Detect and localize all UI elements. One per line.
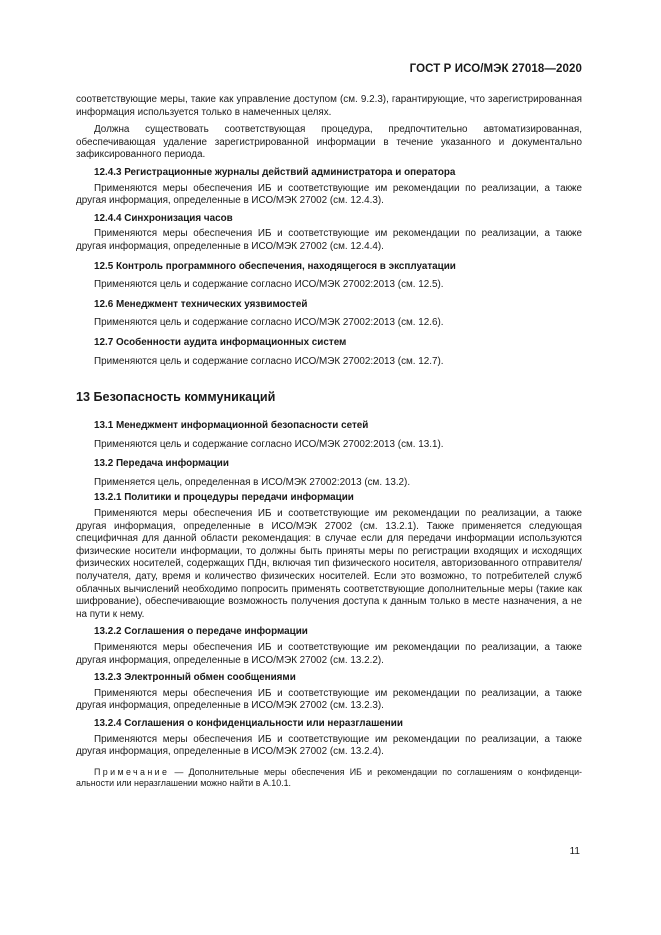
paragraph: Применяются цель и содержание согласно ИСО/МЭК 27002:2013 (см. 12.5). [94,279,444,291]
paragraph: Применяются меры обеспечения ИБ и соответствующие им рекомендации по реализации, а также другая информация, определенные в ИСО/МЭК 27002 (см. 13.2.1). Также применяется следующая специфичная для данной области рекомендация: в случае если для передачи информации используются физические носители информации, то должны быть приняты меры по регистрации входящих и исходящих физических носителей, содержащих ПДн, включая тип физического носителя, авторизованного отправителя/получателя, дату, время и количество физических носителей. Если это возможно, то потребителей служб облачных вычислений необходимо попросить применять соответствующие дополнительные меры (такие как шифрование), обеспечивающие возможность получения доступа к данным только в месте назначения, а не на пути к нему. [76,508,582,620]
page-number: 11 [569,846,580,857]
paragraph: Должна существовать соответствующая процедура, предпочтительно автоматизированная, обеспечивающая удаление зарегистрированной информации в течение указанного и документально зафиксированного периода. [76,124,582,161]
standard-id: ГОСТ Р ИСО/МЭК 27018—2020 [409,63,582,75]
heading-12-5: 12.5 Контроль программного обеспечения, находящегося в эксплуатации [94,260,456,272]
note-label: Примечание [94,766,170,777]
paragraph: Применяются цель и содержание согласно ИСО/МЭК 27002:2013 (см. 13.1). [94,438,444,450]
page-content [76,94,582,790]
paragraph: Применяются цель и содержание согласно ИСО/МЭК 27002:2013 (см. 12.6). [94,317,444,329]
paragraph: Применяется цель, определенная в ИСО/МЭК 27002:2013 (см. 13.2). [94,476,411,488]
heading-13-1: 13.1 Менеджмент информационной безопасности сетей [94,420,369,432]
note [76,767,582,790]
paragraph: Применяются меры обеспечения ИБ и соответствующие им рекомендации по реализации, а также другая информация, определенные в ИСО/МЭК 27002 (см. 13.2.4). [76,733,582,758]
paragraph: Применяются цель и содержание согласно ИСО/МЭК 27002:2013 (см. 12.7). [94,355,444,367]
heading-12-4-4: 12.4.4 Синхронизация часов [94,212,233,224]
heading-13: 13 Безопасность коммуникаций [76,390,276,405]
heading-13-2: 13.2 Передача информации [94,458,229,470]
paragraph: Применяются меры обеспечения ИБ и соответствующие им рекомендации по реализации, а также другая информация, определенные в ИСО/МЭК 27002 (см. 13.2.3). [76,687,582,712]
heading-13-2-3: 13.2.3 Электронный обмен сообщениями [94,672,296,684]
paragraph: соответствующие меры, такие как управление доступом (см. 9.2.3), гарантирующие, что зарегистрированная информация используется только в намеченных целях. [76,94,582,118]
heading-12-7: 12.7 Особенности аудита информационных систем [94,336,347,348]
heading-13-2-1: 13.2.1 Политики и процедуры передачи информации [94,492,354,504]
paragraph: Применяются меры обеспечения ИБ и соответствующие им рекомендации по реализации, а также другая информация, определенные в ИСО/МЭК 27002 (см. 12.4.4). [76,228,582,252]
heading-13-2-2: 13.2.2 Соглашения о передаче информации [94,626,308,638]
paragraph: Применяются меры обеспечения ИБ и соответствующие им рекомендации по реализации, а также другая информация, определенные в ИСО/МЭК 27002 (см. 13.2.2). [76,642,582,666]
heading-12-6: 12.6 Менеджмент технических уязвимостей [94,298,308,310]
heading-12-4-3: 12.4.3 Регистрационные журналы действий администратора и оператора [94,166,456,178]
paragraph: Применяются меры обеспечения ИБ и соответствующие им рекомендации по реализации, а также другая информация, определенные в ИСО/МЭК 27002 (см. 12.4.3). [76,182,582,207]
heading-13-2-4: 13.2.4 Соглашения о конфиденциальности или неразглашении [94,717,403,729]
note-text: — Дополнительные меры обеспечения ИБ и рекомендации по соглашениям о конфиденциальности или неразглашении можно найти в А.10.1. [76,766,582,789]
